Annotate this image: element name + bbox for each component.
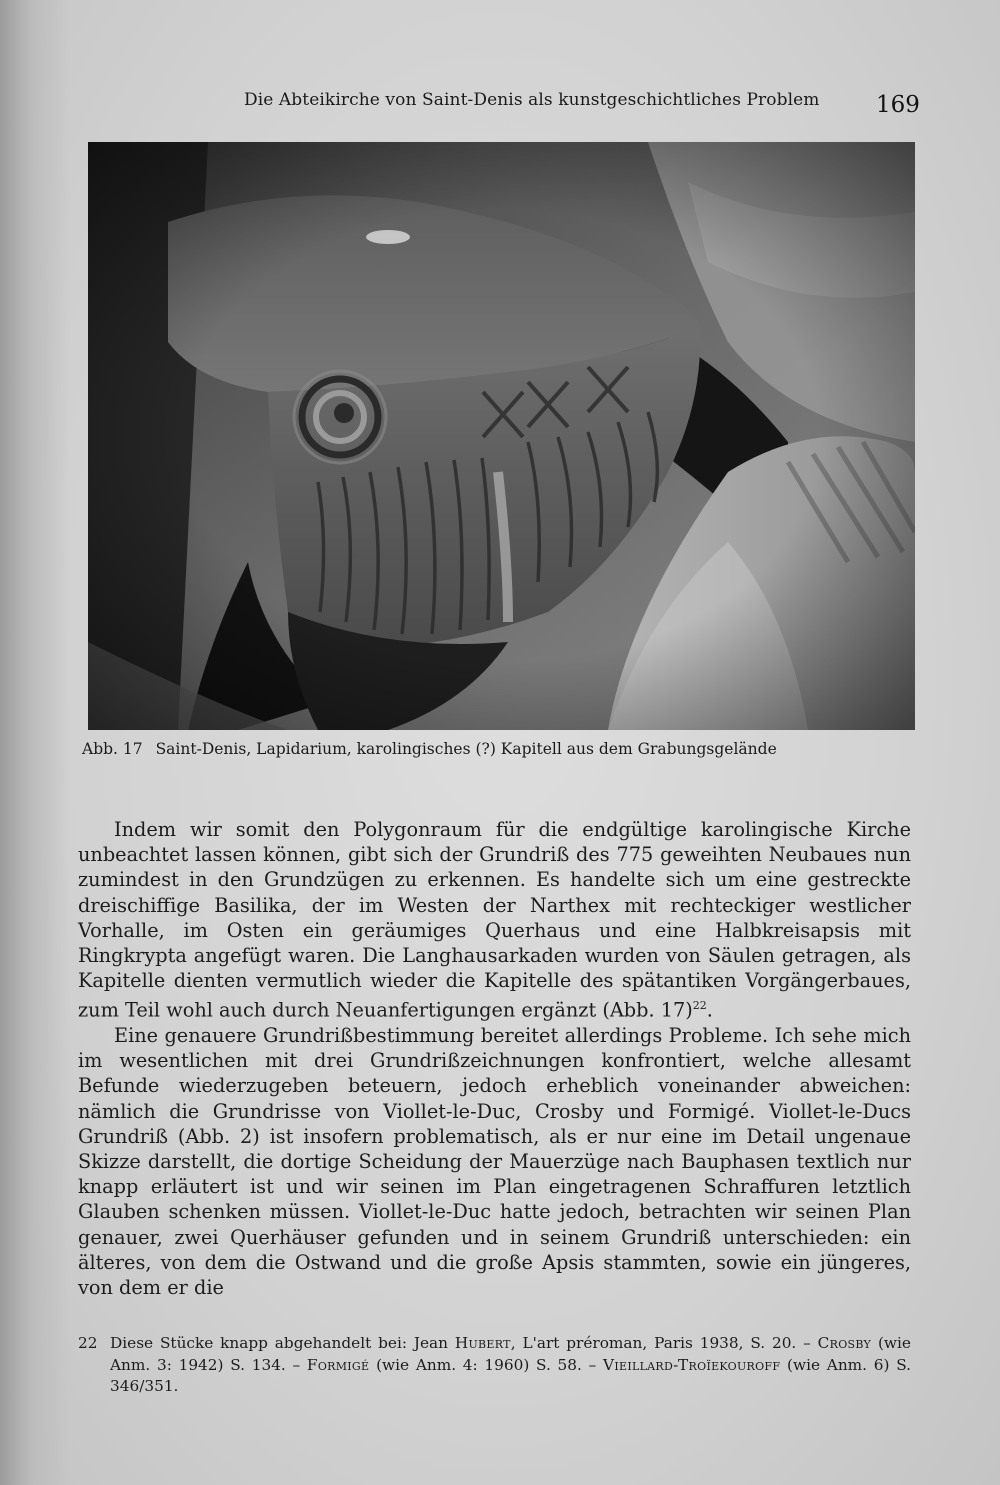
footnote-author-1: Hubert — [454, 1334, 511, 1352]
footnote-part-1: Diese Stücke knapp abgehandelt bei: Jean — [110, 1334, 448, 1352]
page-number: 169 — [876, 92, 920, 118]
footnote-number: 22 — [78, 1334, 98, 1352]
capital-photo-illustration — [88, 142, 915, 730]
footnote-22 — [78, 1333, 911, 1398]
figure-caption — [82, 740, 922, 758]
footnote-part-4: (wie Anm. 4: 1960) S. 58. – — [376, 1355, 597, 1374]
footnote-part-2: , L'art préroman, Paris 1938, S. 20. – — [510, 1334, 811, 1352]
body-text — [78, 817, 911, 1300]
footnote-reference: 22 — [692, 999, 707, 1013]
paragraph-1 — [78, 817, 911, 1023]
caption-label: Abb. 17 — [82, 740, 143, 758]
paragraph-1-end: . — [706, 998, 713, 1022]
gutter-shadow — [0, 0, 70, 1485]
footnote-author-2: Crosby — [817, 1334, 872, 1352]
footnote-part-5: (wie Anm. 6) S. 346/351. — [110, 1355, 911, 1395]
footnote-part-3: (wie Anm. 3: 1942) S. 134. – — [110, 1334, 911, 1374]
paragraph-1-text: Indem wir somit den Polygonraum für die endgültige karolingische Kirche unbeachtet lassen können, gibt sich der Grundriß des 775 geweihten Neubaues nun zumindest in den Grundzügen zu erkennen. Es handelte sich um eine gestreckte dreischiffige Basilika, der im Westen der Narthex mit rechteckiger westlicher Vorhalle, im Osten ein geräumiges Querhaus und eine Halbkreisapsis mit Ringkrypta angefügt waren. Die Langhausarkaden wurden von Säulen getragen, als Kapitelle dienten vermutlich wieder die Kapitelle des spätantiken Vorgängerbaues, zum Teil wohl auch durch Neuanfertigungen ergänzt (Abb. 17) — [78, 818, 911, 1022]
figure-capital-photo — [88, 142, 915, 730]
paragraph-2-text: Eine genauere Grundrißbestimmung bereitet allerdings Probleme. Ich sehe mich im wesentlichen mit drei Grundrißzeichnungen konfrontiert, welche allesamt Befunde wiederzugeben beteuern, jedoch erheblich voneinander abweichen: nämlich die Grundrisse von Viollet-le-Duc, Crosby und Formigé. Viollet-le-Ducs Grundriß (Abb. 2) ist insofern problematisch, als er nur eine im Detail ungenaue Skizze darstellt, die dortige Scheidung der Mauerzüge nach Bauphasen textlich nur knapp erläutert ist und wir seinen im Plan eingetragenen Schraffuren letztlich Glauben schenken müssen. Viollet-le-Duc hatte jedoch, betrachten wir seinen Plan genauer, zwei Querhäuser gefunden und in seinem Grundriß unterschieden: ein älteres, von dem die Ostwand und die große Apsis stammten, sowie ein jüngeres, von dem er die — [78, 1024, 911, 1300]
footnote-author-4: Vieillard-Troïekouroff — [603, 1355, 781, 1374]
paragraph-2 — [78, 1023, 911, 1300]
running-head: Die Abteikirche von Saint-Denis als kunstgeschichtliches Problem — [244, 90, 820, 110]
footnote-author-3: Formigé — [306, 1355, 370, 1374]
caption-text: Saint-Denis, Lapidarium, karolingisches (?) Kapitell aus dem Grabungsgelände — [155, 740, 777, 758]
